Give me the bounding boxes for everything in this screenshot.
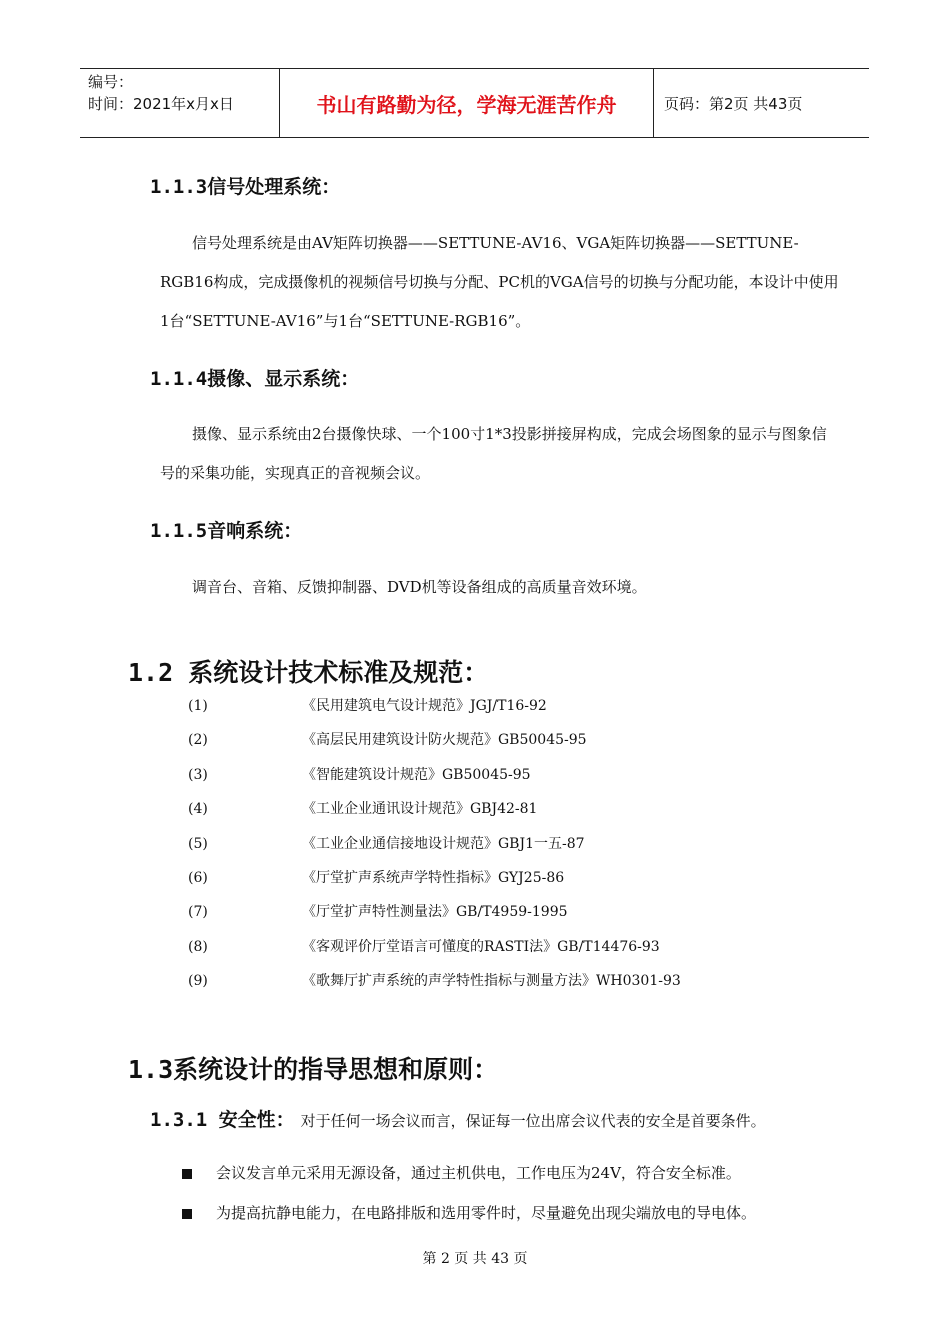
standard-title: 《工业企业通信接地设计规范》GBJ1一五-87 (302, 836, 585, 852)
standard-item (188, 861, 564, 895)
standard-item (188, 723, 587, 757)
header-meta (80, 69, 280, 137)
document-number-label: 编号： (88, 73, 134, 91)
section-1-1-3-heading: 1.1.3信号处理系统： (150, 176, 341, 198)
standard-title: 《民用建筑电气设计规范》JGJ/T16-92 (302, 698, 547, 714)
standard-number: (4) (188, 801, 208, 817)
standard-number: (1) (188, 698, 208, 714)
header-page-info: 页码：第2页 共43页 (664, 94, 803, 113)
section-1-1-5-heading: 1.1.5音响系统： (150, 520, 303, 542)
square-bullet-icon (182, 1169, 192, 1179)
standard-number: (7) (188, 904, 208, 920)
section-1-1-5-text: 调音台、音箱、反馈抑制器、DVD机等设备组成的高质量音效环境。 (192, 578, 647, 596)
standard-title: 《客观评价厅堂语言可懂度的RASTI法》GB/T14476-93 (302, 939, 660, 955)
standard-number: (8) (188, 939, 208, 955)
standard-item (188, 792, 537, 826)
bullet-item (182, 1202, 756, 1223)
standard-number: (3) (188, 767, 208, 783)
section-1-3-1-heading: 1.3.1 安全性： (150, 1109, 295, 1131)
document-date: 时间：2021年x月x日 (88, 95, 234, 113)
standard-number: (9) (188, 973, 208, 989)
standard-title: 《智能建筑设计规范》GB50045-95 (302, 767, 531, 783)
square-bullet-icon (182, 1209, 192, 1219)
standard-title: 《歌舞厅扩声系统的声学特性指标与测量方法》WH0301-93 (302, 973, 681, 989)
section-1-3-1 (150, 1105, 766, 1132)
standard-number: (2) (188, 732, 208, 748)
section-1-1-4-heading: 1.1.4摄像、显示系统： (150, 368, 360, 390)
bullet-item (182, 1162, 741, 1183)
bullet-text: 为提高抗静电能力，在电路排版和选用零件时，尽量避免出现尖端放电的导电体。 (216, 1204, 757, 1222)
header-motto: 书山有路勤为径，学海无涯苦作舟 (280, 69, 654, 137)
standard-item (188, 758, 531, 792)
section-1-1-4-text: 摄像、显示系统由2台摄像快球、一个100寸1*3投影拼接屏构成，完成会场图象的显示与图象信号的采集功能，实现真正的音视频会议。 (160, 425, 827, 482)
standard-item (188, 930, 660, 964)
standard-title: 《高层民用建筑设计防火规范》GB50045-95 (302, 732, 587, 748)
standard-item (188, 964, 681, 998)
standard-item (188, 895, 568, 929)
section-1-2-heading: 1.2 系统设计技术标准及规范： (128, 658, 489, 687)
standard-item (188, 827, 585, 861)
section-1-3-1-text: 对于任何一场会议而言，保证每一位出席会议代表的安全是首要条件。 (300, 1112, 766, 1130)
standard-title: 《工业企业通讯设计规范》GBJ42-81 (302, 801, 538, 817)
standard-item (188, 689, 547, 723)
standard-title: 《厅堂扩声特性测量法》GB/T4959-1995 (302, 904, 568, 920)
section-1-3-heading: 1.3系统设计的指导思想和原则： (128, 1055, 499, 1084)
standard-number: (6) (188, 870, 208, 886)
section-1-1-3-text: 信号处理系统是由AV矩阵切换器——SETTUNE-AV16、VGA矩阵切换器——SETTUNE-RGB16构成，完成摄像机的视频信号切换与分配、PC机的VGA信号的切换与分配功能，本设计中使用1台“SETTUNE-AV16”与1台“SETTUNE-RGB16”。 (160, 234, 839, 330)
page-footer: 第 2 页 共 43 页 (422, 1251, 528, 1267)
standard-number: (5) (188, 836, 208, 852)
page-header (80, 68, 869, 138)
bullet-text: 会议发言单元采用无源设备，通过主机供电，工作电压为24V，符合安全标准。 (216, 1164, 741, 1182)
standard-title: 《厅堂扩声系统声学特性指标》GYJ25-86 (302, 870, 565, 886)
